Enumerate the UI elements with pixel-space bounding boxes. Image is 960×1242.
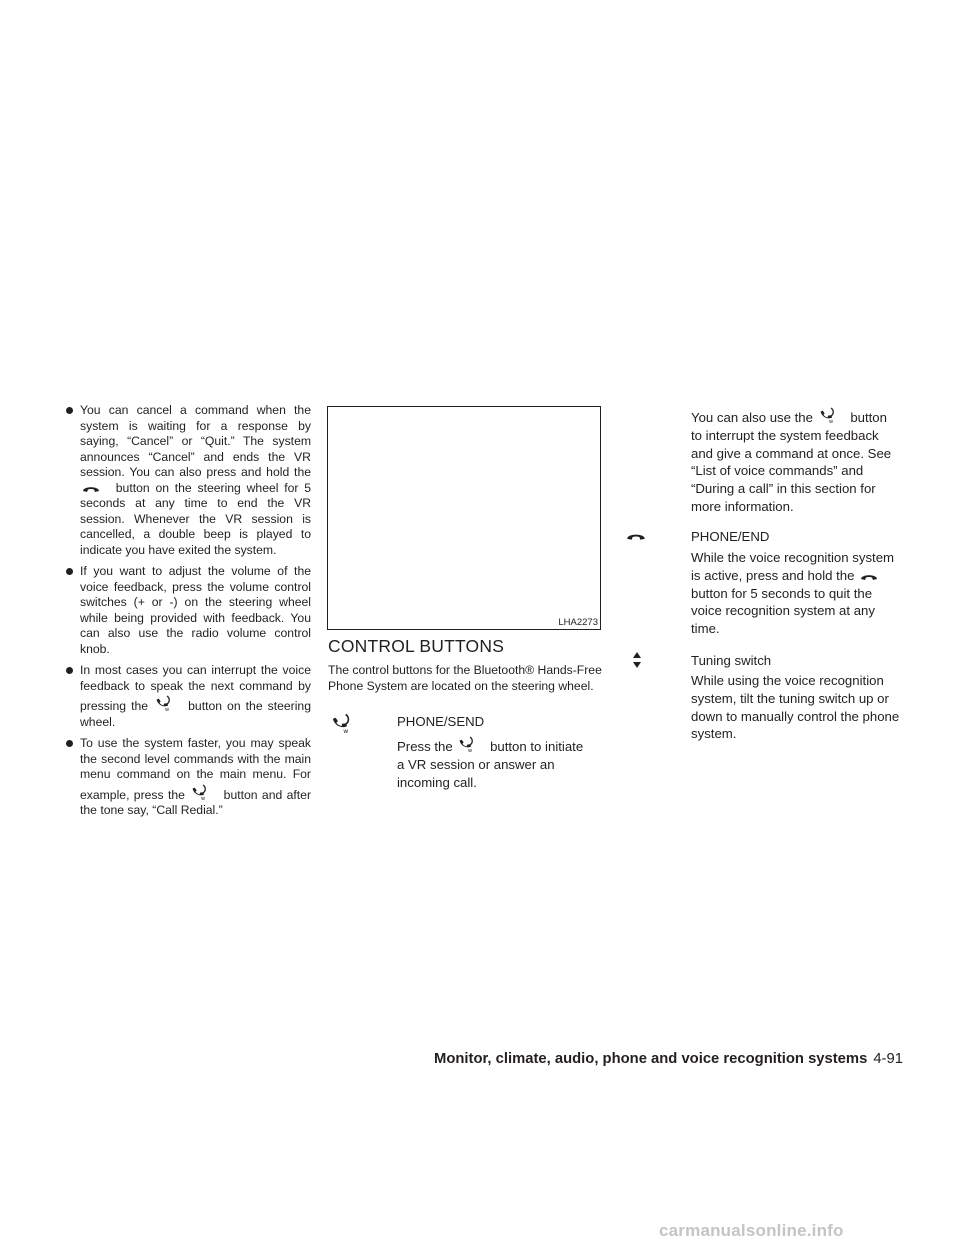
svg-text:w: w bbox=[201, 795, 206, 801]
phone-send-icon bbox=[155, 694, 173, 712]
section-intro: The control buttons for the Bluetooth® Hands-Free Phone System are located on the steering wheel. bbox=[328, 663, 602, 693]
phone-end-description bbox=[691, 549, 896, 638]
page-footer bbox=[434, 1051, 903, 1067]
bullet-dot bbox=[66, 407, 73, 414]
bullet-dot bbox=[66, 568, 73, 575]
svg-text:w: w bbox=[343, 727, 349, 734]
bullet-item-interrupt bbox=[66, 663, 311, 730]
bullet-text: In most cases you can interrupt the voice feedback to speak the next command by pressing the bbox=[80, 663, 311, 713]
bullet-item-volume bbox=[66, 564, 311, 657]
desc-text: button to initiate a VR session or answer an incoming call. bbox=[397, 739, 584, 790]
svg-text:w: w bbox=[828, 419, 833, 424]
svg-text:w: w bbox=[468, 748, 473, 753]
phone-send-icon bbox=[458, 735, 476, 753]
desc-text: While the voice recognition system is active, press and hold the bbox=[691, 550, 895, 583]
phone-end-icon bbox=[82, 484, 100, 494]
chapter-title: Monitor, climate, audio, phone and voice recognition systems bbox=[434, 1051, 868, 1067]
section-title: CONTROL BUTTONS bbox=[328, 636, 505, 656]
bullet-item-cancel bbox=[66, 403, 311, 558]
phone-send-label: PHONE/SEND bbox=[397, 714, 485, 729]
bullet-text: You can cancel a command when the system is waiting for a response by saying, “Cancel” or “Quit.” The system announces “Cancel” and ends the VR session. You can also press and hold the bbox=[80, 403, 311, 479]
desc-text: button for 5 seconds to quit the voice recognition system at any time. bbox=[691, 585, 875, 637]
phone-end-icon bbox=[626, 531, 646, 542]
bullet-text: button on the steering wheel for 5 seconds at any time to end the VR session. Whenever the VR session is cancelled, a double beep is played to indicate you have exited the system. bbox=[80, 480, 312, 557]
desc-text: You can also use the bbox=[691, 410, 813, 425]
phone-end-icon bbox=[860, 572, 878, 582]
phone-send-description bbox=[397, 735, 587, 791]
phone-send-icon bbox=[191, 783, 209, 801]
bullet-text: To use the system faster, you may speak the second level commands with the main menu command on the main menu. For example, press the bbox=[80, 736, 311, 802]
figure-code: LHA2273 bbox=[558, 617, 598, 628]
bullet-dot bbox=[66, 740, 73, 747]
tuning-switch-description: While using the voice recognition system, tilt the tuning switch up or down to manually control the phone system. bbox=[691, 673, 900, 742]
bullet-text: button on the steering wheel. bbox=[80, 699, 311, 729]
bullet-text: If you want to adjust the volume of the voice feedback, press the volume control switches (+ or -) on the steering wheel while being provided with feedback. You can also use the radio volume control knob. bbox=[80, 564, 311, 656]
phone-send-icon bbox=[819, 406, 837, 424]
page-number: 4-91 bbox=[873, 1051, 903, 1067]
phone-send-extra-description bbox=[691, 406, 901, 516]
phone-end-label: PHONE/END bbox=[691, 529, 770, 544]
watermark: carmanualsonline.info bbox=[659, 1221, 844, 1240]
desc-text: Press the bbox=[397, 739, 453, 754]
tuning-switch-label: Tuning switch bbox=[691, 653, 772, 668]
svg-text:w: w bbox=[165, 707, 170, 712]
bullet-dot bbox=[66, 667, 73, 674]
illustration-frame bbox=[327, 406, 601, 630]
desc-text: button to interrupt the system feedback and give a command at once. See “List of voice commands” and “During a call” in this section for more information. bbox=[691, 410, 892, 514]
bullet-text: button and after the tone say, “Call Redial.” bbox=[80, 787, 311, 817]
bullet-item-faster bbox=[66, 736, 311, 819]
tuning-switch-icon bbox=[632, 651, 642, 669]
bullet-list bbox=[66, 403, 311, 825]
phone-send-icon bbox=[330, 712, 354, 734]
